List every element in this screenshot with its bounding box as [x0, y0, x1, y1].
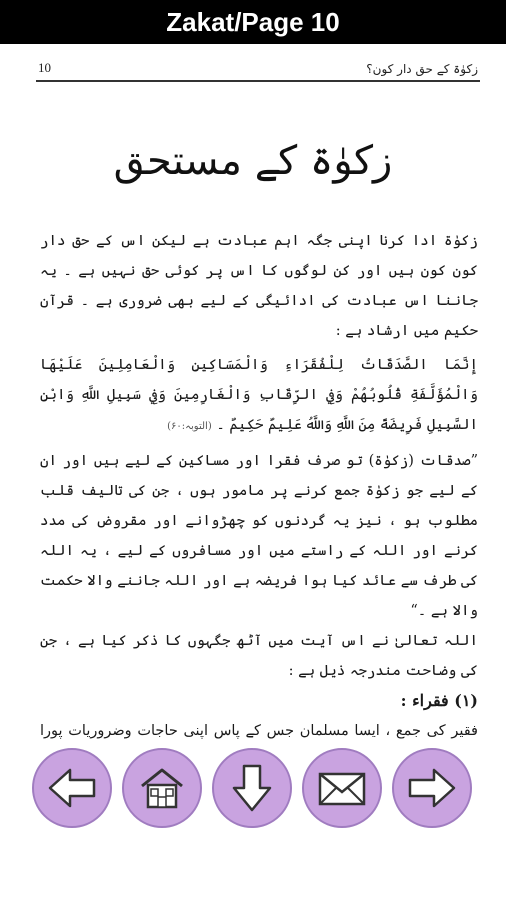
intro-paragraph: زکوٰۃ ادا کرنا اپنی جگہ اہم عبادت ہے لیکن اس کے حق دار کون کون ہیں اور کن لوگوں کا اس پر کوئی حق نہیں ہے ۔ یہ جاننا اس عبادت کی ادائیگی کے لیے بھی ضروری ہے ۔ قرآن حکیم میں ارشاد ہے :: [40, 233, 478, 339]
app-title: Zakat/Page 10: [166, 6, 340, 37]
header-divider: [36, 80, 480, 82]
back-button[interactable]: [32, 748, 112, 828]
next-button[interactable]: [392, 748, 472, 828]
mail-button[interactable]: [302, 748, 382, 828]
section-paragraph: فقیر کی جمع ، ایسا مسلمان جس کے پاس اپنی حاجات وضروریات پورا: [40, 723, 478, 739]
chapter-title: زکوٰۃ کے مستحق: [113, 138, 393, 184]
book-page: [18, 52, 488, 738]
explanation-paragraph: اللہ تعالیٰ نے اس آیت میں آٹھ جگہوں کا ذکر کیا ہے ، جن کی وضاحت مندرجہ ذیل ہے :: [40, 633, 478, 679]
title-bar: [0, 0, 506, 44]
arrow-down-icon: [226, 762, 278, 814]
page-header: [38, 60, 478, 76]
verse-reference: (التوبہ:۶۰): [167, 421, 212, 432]
arrow-right-icon: [406, 762, 458, 814]
envelope-icon: [316, 762, 368, 814]
page-number: 10: [38, 60, 51, 75]
arrow-left-icon: [46, 762, 98, 814]
home-button[interactable]: [122, 748, 202, 828]
translation-paragraph: ”صدقات (زکوٰۃ) تو صرف فقرا اور مساکین کے لیے ہیں اور ان کے لیے جو زکوٰۃ جمع کرنے پر مامور ہوں ، جن کی تالیف قلب مطلوب ہو ، نیز یہ گردنوں کو چھڑوانے اور مقروض کی مدد کرنے اور اللہ کے راستے میں اور مسافروں کے لیے ، یہ اللہ کی طرف سے عائد کیا ہوا فریضہ ہے اور اللہ جاننے والا حکمت والا ہے ۔“: [40, 453, 478, 619]
quran-verse: [40, 350, 478, 442]
page-body: [40, 226, 478, 776]
verse-text: إِنَّمَا الصَّدَقَاتُ لِلْفُقَرَاءِ وَالْمَسَاكِينِ وَالْعَامِلِينَ عَلَيْهَا وَالْمُؤَلَّفَةِ قُلُوبُهُمْ وَفِي الرِّقَابِ وَالْغَارِمِينَ وَفِي سَبِيلِ اللَّهِ وَابْنِ السَّبِيلِ فَرِيضَةً مِنَ اللَّهِ وَاللَّهُ عَلِيمٌ حَكِيمٌ ۔: [40, 357, 478, 433]
section-heading: (۱) فقراء :: [400, 691, 478, 710]
download-button[interactable]: [212, 748, 292, 828]
running-header: زکوٰۃ کے حق دار کون؟: [366, 62, 478, 76]
house-icon: [136, 762, 188, 814]
